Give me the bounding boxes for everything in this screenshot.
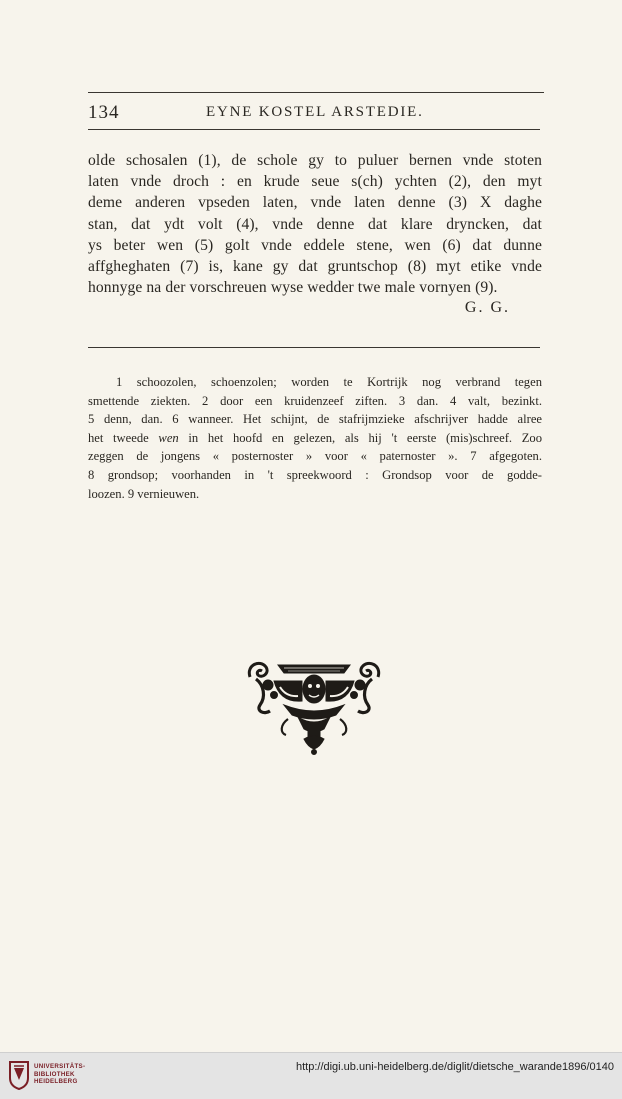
footnote-rule — [88, 347, 540, 348]
library-logo[interactable] — [34, 1063, 85, 1086]
footnotes — [88, 373, 542, 503]
running-title: EYNE KOSTEL ARSTEDIE. — [206, 104, 424, 120]
body-line: affgheghaten (7) is, kane gy dat gruntschop (8) myt etike vnde — [88, 258, 542, 276]
running-head — [88, 102, 544, 126]
permalink-url[interactable]: http://digi.ub.uni-heidelberg.de/diglit/dietsche_warande1896/0140 — [295, 1061, 614, 1073]
ornament-vignette-icon — [244, 655, 384, 755]
body-line: deme anderen vpseden laten, vnde laten denne (3) X daghe — [88, 194, 542, 212]
footnote-line: smettende ziekten. 2 door een kruidenzeef ziften. 3 dan. 4 valt, bezinkt. — [88, 393, 542, 408]
footnote-line: zeggen de jongens « posternoster » voor « paternoster ». 7 afgegoten. — [88, 449, 542, 464]
logo-line: BIBLIOTHEK — [34, 1070, 75, 1078]
footnote-line: loozen. 9 vernieuwen. — [88, 486, 200, 501]
university-seal-icon — [8, 1060, 30, 1090]
signature: G. G. — [464, 299, 510, 316]
body-line: olde schosalen (1), de schole gy to puluer bernen vnde stoten — [88, 152, 542, 169]
body-text — [88, 150, 542, 298]
top-rule — [88, 92, 544, 93]
footnote-text: in het hoofd en gelezen, als hij 't eerste (mis)schreef. Zoo — [188, 430, 543, 445]
body-line: ys beter wen (5) golt vnde eddele stene, wen (6) dat dunne — [88, 236, 542, 254]
body-line: stan, dat ydt volt (4), vnde denne dat klare dryncken, dat — [88, 215, 542, 233]
footnote-line — [88, 429, 542, 448]
page-number: 134 — [88, 102, 120, 123]
body-line: honnyge na der vorschreuen wyse wedder twe male vornyen (9). — [88, 279, 498, 297]
viewer-footer — [0, 1052, 622, 1099]
logo-line: UNIVERSITÄTS- — [34, 1063, 86, 1070]
footnote-line: 5 denn, dan. 6 wanneer. Het schijnt, de stafrijmzieke afschrijver hadde alree — [88, 412, 542, 427]
footnote-emphasis: wen — [158, 430, 179, 445]
footnote-line: 1 schoozolen, schoenzolen; worden te Kortrijk nog verbrand tegen — [116, 375, 542, 389]
footnote-line: 8 grondsop; voorhanden in 't spreekwoord : Grondsop voor de godde- — [88, 467, 542, 482]
body-line: laten vnde droch : en krude seue s(ch) ychten (2), den myt — [88, 173, 542, 191]
header-rule — [88, 129, 540, 130]
logo-line: HEIDELBERG — [34, 1078, 78, 1086]
footnote-text: het tweede — [88, 430, 149, 445]
